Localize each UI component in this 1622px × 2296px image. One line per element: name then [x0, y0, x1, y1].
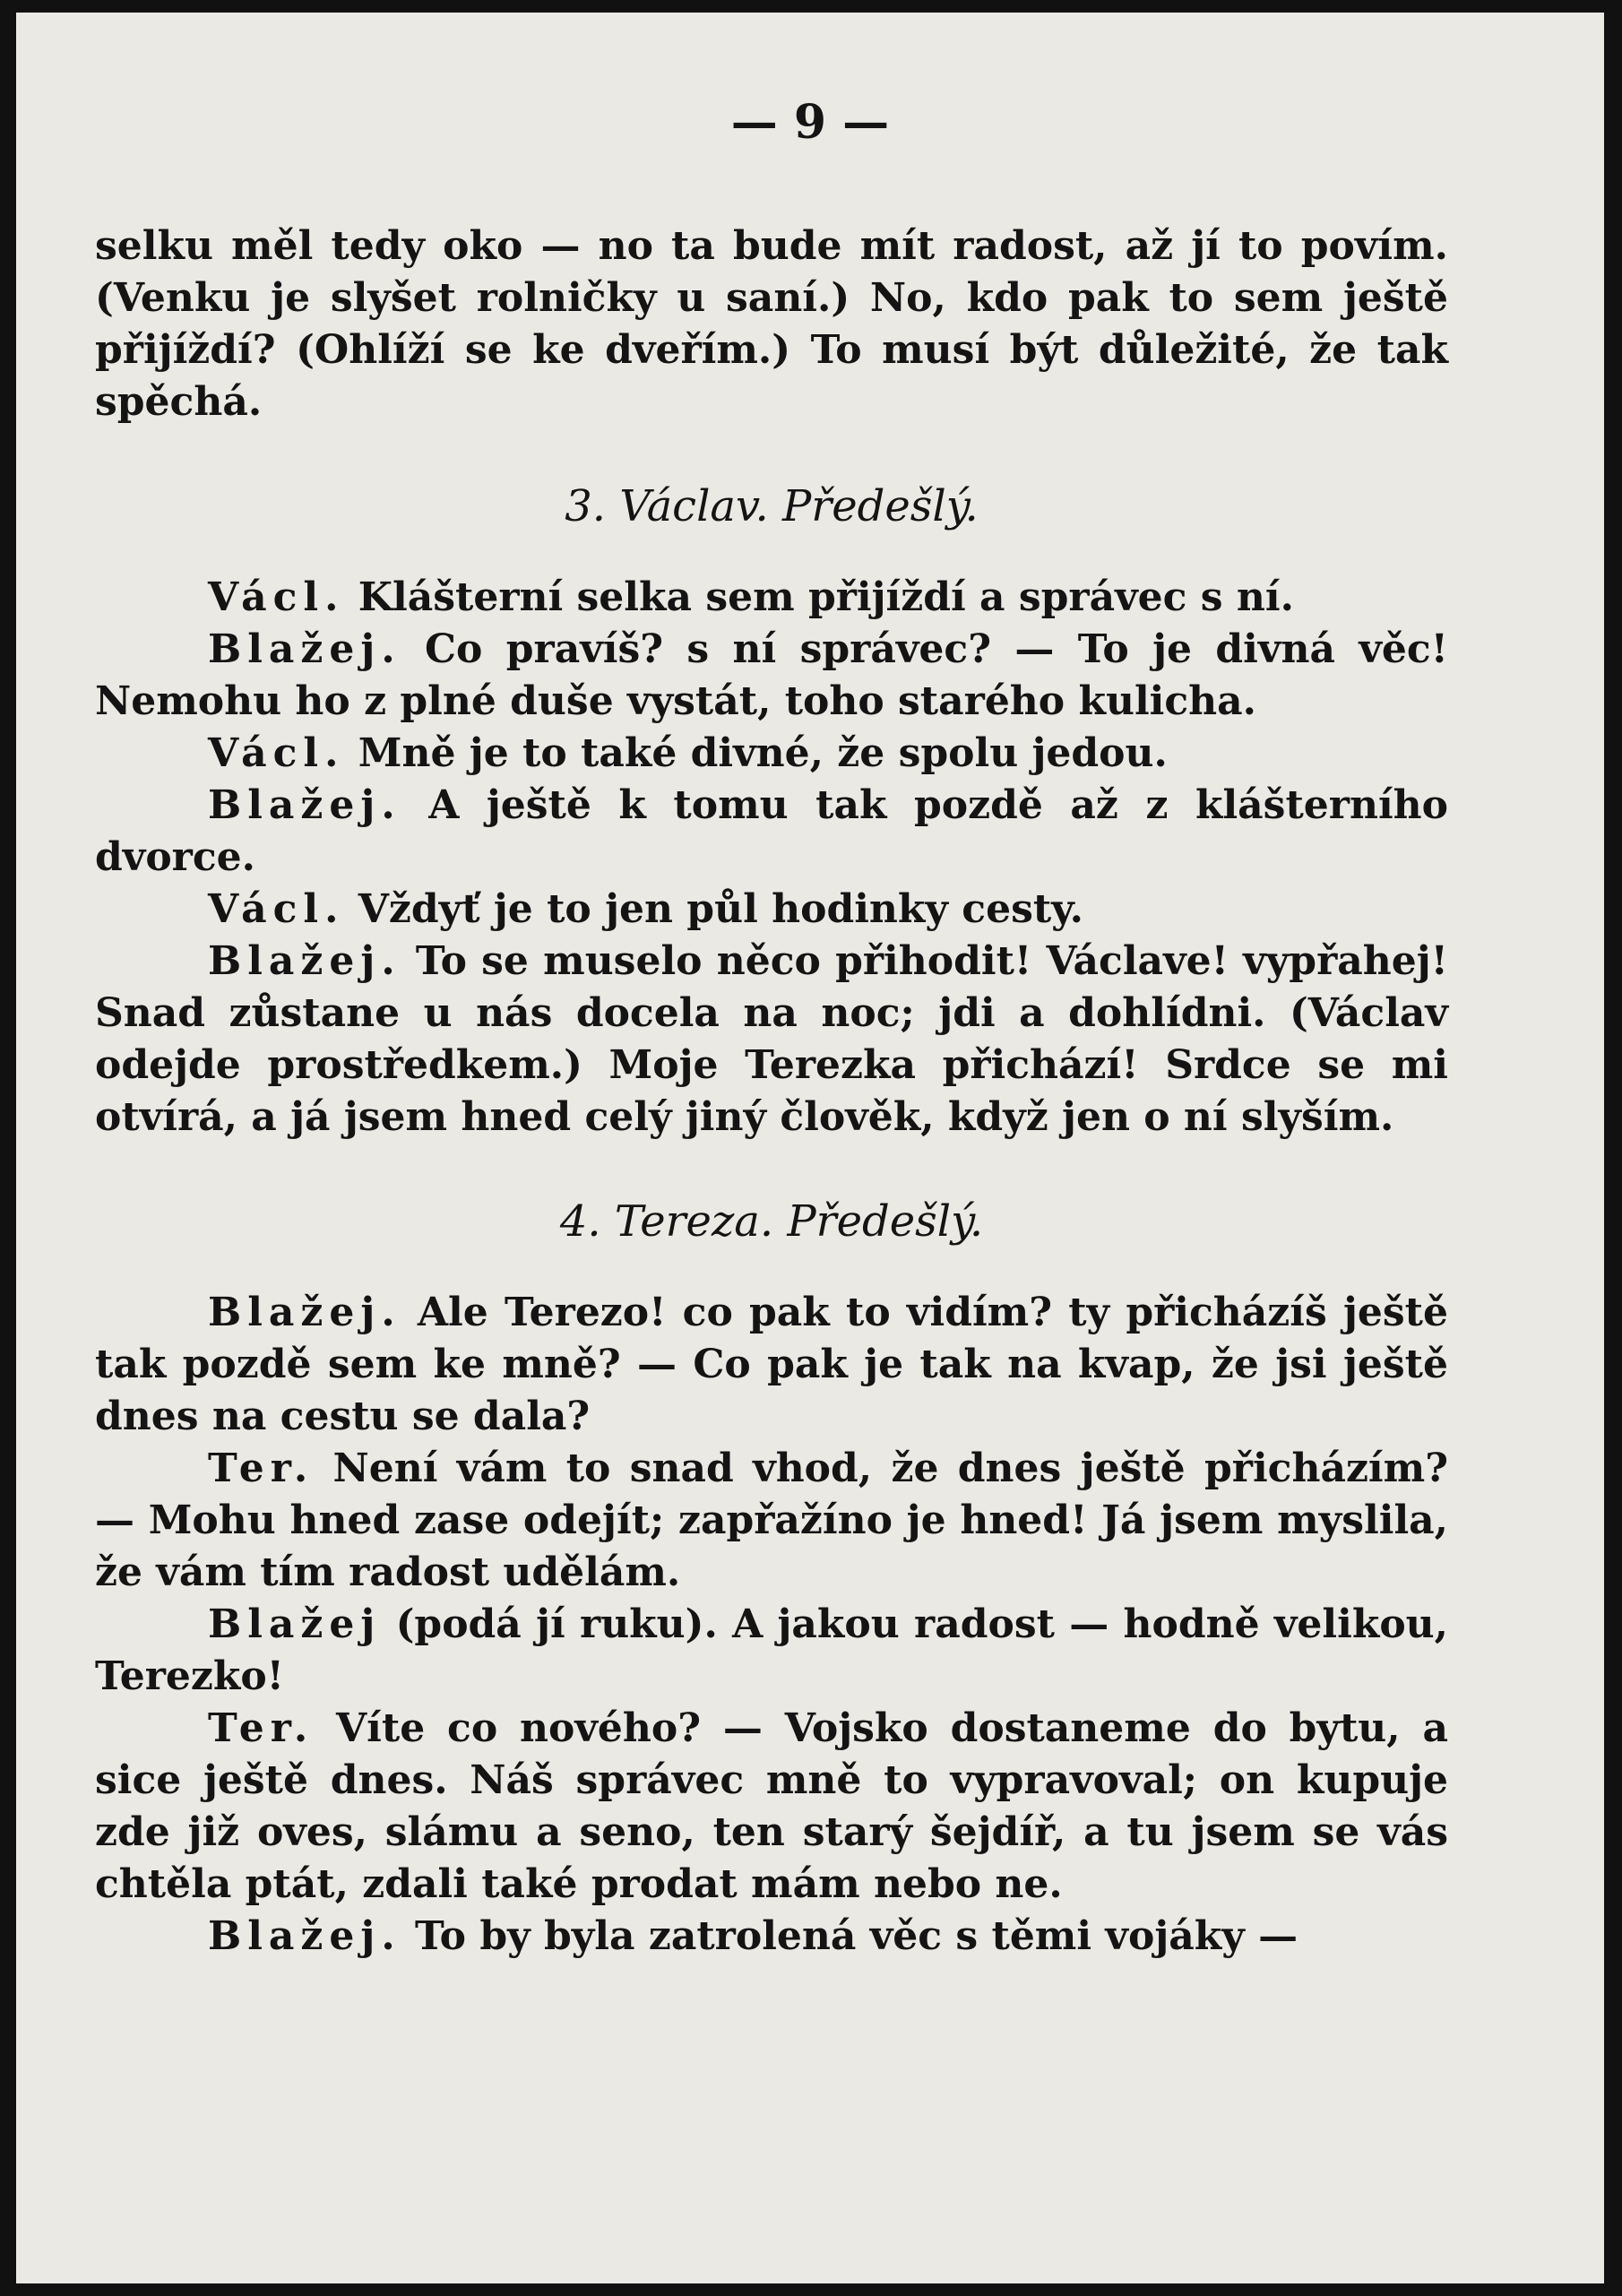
dialogue-text: A ještě k tomu tak pozdě až z klášterního dvorce. — [95, 782, 1448, 880]
speaker-name: Blažej. — [208, 938, 401, 984]
speaker-name: Blažej. — [208, 1290, 401, 1335]
dialogue-text: Vždyť je to jen půl hodinky cesty. — [358, 886, 1083, 932]
dialogue-line — [95, 884, 1448, 936]
speaker-name: Blažej. — [208, 1913, 401, 1959]
speaker-name: Blažej. — [208, 782, 401, 828]
dialogue-line — [95, 1443, 1448, 1599]
dialogue-line — [95, 780, 1448, 884]
dialogue-text: Víte co nového? — Vojsko dostaneme do bytu, a sice ještě dnes. Náš správec mně to vypravoval; on kupuje zde již oves, slámu a seno, ten starý šejdíř, a tu jsem se vás chtěla ptát, zdali také prodat mám nebo ne. — [95, 1705, 1448, 1907]
speaker-name: Václ. — [208, 886, 345, 932]
dialogue-line — [95, 572, 1448, 624]
book-page — [16, 13, 1604, 2283]
dialogue-line — [95, 624, 1448, 728]
speaker-name: Václ. — [208, 574, 345, 620]
speaker-name: Václ. — [208, 730, 345, 776]
speaker-name: Blažej. — [208, 626, 401, 672]
dialogue-line — [95, 1703, 1448, 1911]
dialogue-text: Co pravíš? s ní správec? — To je divná věc! Nemohu ho z plné duše vystát, toho starého kulicha. — [95, 626, 1448, 724]
speaker-name: Ter. — [208, 1705, 315, 1751]
dialogue-line — [95, 1911, 1448, 1963]
speaker-name: Blažej — [208, 1601, 382, 1647]
dialogue-line — [95, 1599, 1448, 1703]
dialogue-line — [95, 1287, 1448, 1443]
dialogue-text: (podá jí ruku). A jakou radost — hodně velikou, Terezko! — [95, 1601, 1448, 1699]
dialogue-text: Ale Terezo! co pak to vidím? ty přicházíš ještě tak pozdě sem ke mně? — Co pak je tak na kvap, že jsi ještě dnes na cestu se dala? — [95, 1290, 1448, 1439]
dialogue-line — [95, 936, 1448, 1144]
opening-paragraph: selku měl tedy oko — no ta bude mít radost, až jí to povím. (Venku je slyšet rolničky u saní.) No, kdo pak to sem ještě přijíždí? (Ohlíží se ke dveřím.) To musí být důležité, že tak spěchá. — [95, 223, 1448, 425]
speaker-name: Ter. — [208, 1446, 315, 1491]
dialogue-text: Mně je to také divné, že spolu jedou. — [358, 730, 1168, 776]
dialogue-line — [95, 728, 1448, 780]
scene-3-heading: 3. Václav. Předešlý. — [565, 481, 979, 531]
dialogue-text: Klášterní selka sem přijíždí a správec s ní. — [358, 574, 1294, 620]
page-number: — 9 — — [730, 95, 890, 150]
dialogue-text: To by byla zatrolená věc s těmi vojáky — — [414, 1913, 1298, 1959]
page-text — [95, 220, 1448, 1963]
scene-4-heading: 4. Tereza. Předešlý. — [559, 1196, 984, 1247]
dialogue-text: To se muselo něco přihodit! Václave! vypřahej! Snad zůstane u nás docela na noc; jdi a dohlídni. (Václav odejde prostředkem.) Moje Terezka přichází! Srdce se mi otvírá, a já jsem hned celý jiný člověk, když jen o ní slyším. — [95, 938, 1448, 1140]
dialogue-text: Není vám to snad vhod, že dnes ještě přicházím? — Mohu hned zase odejít; zapřažíno je hned! Já jsem myslila, že vám tím radost udělám. — [95, 1446, 1448, 1595]
